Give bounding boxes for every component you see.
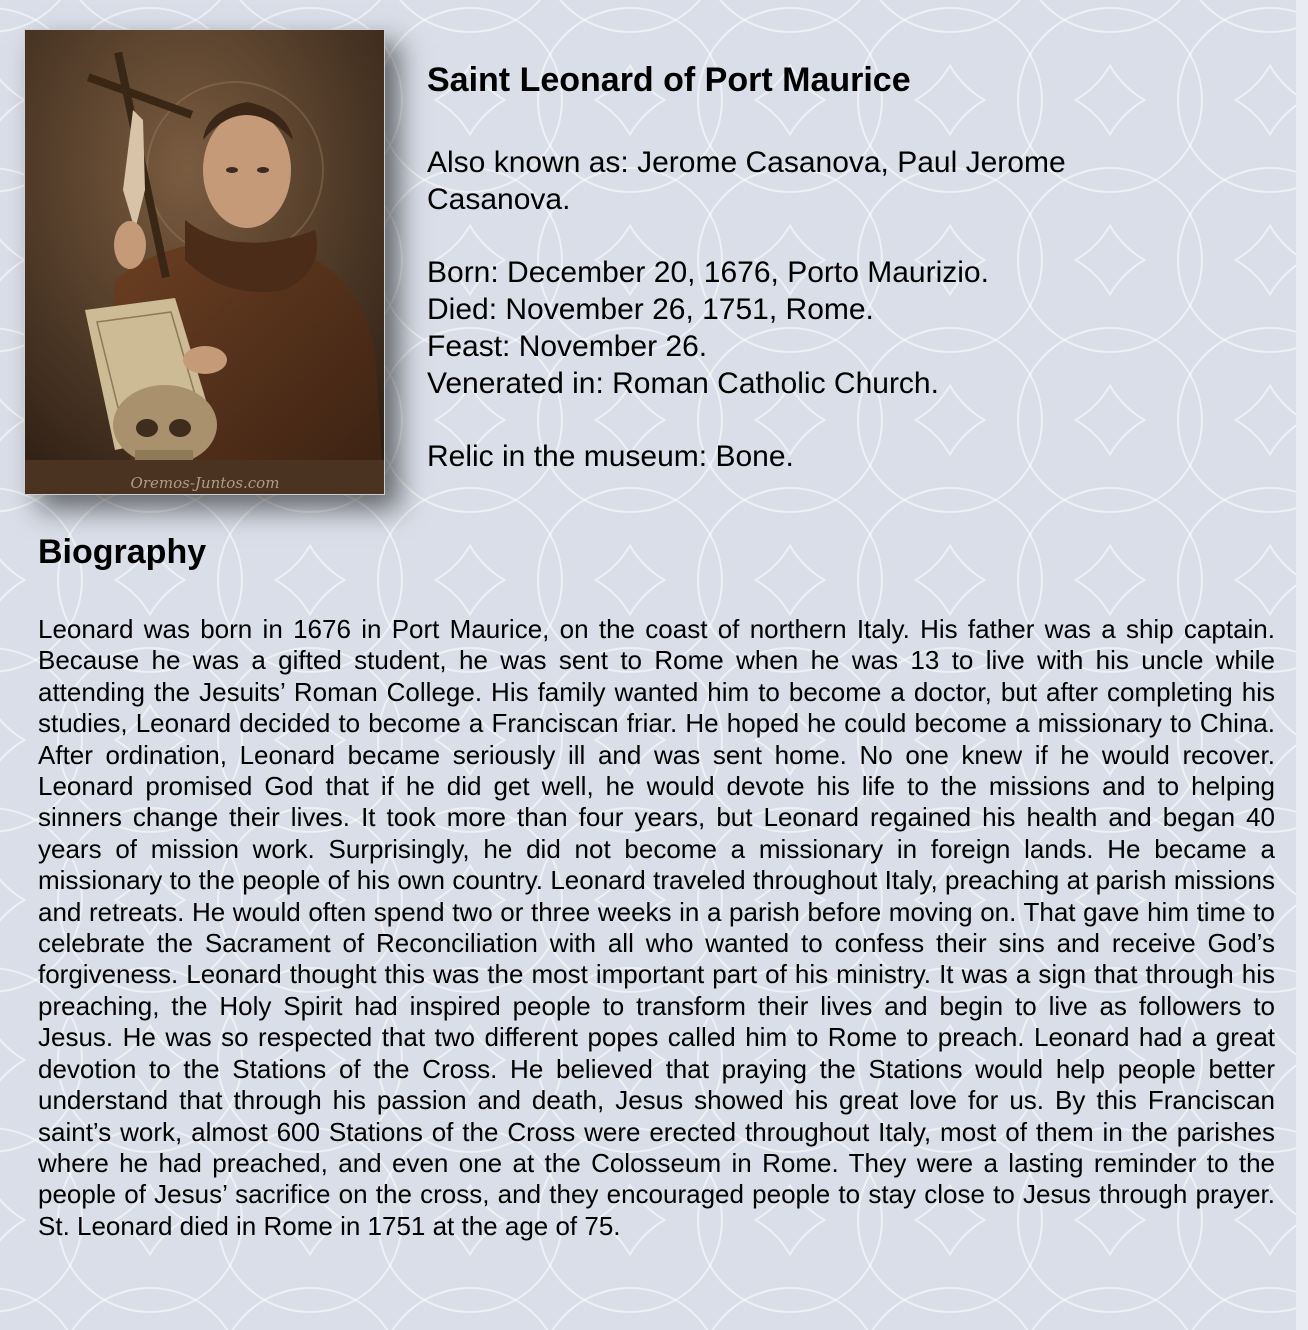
right-page-edge bbox=[1296, 0, 1308, 1330]
feast-day: Feast: November 26. bbox=[427, 330, 708, 363]
portrait-watermark: Oremos-Juntos.com bbox=[130, 474, 280, 492]
venerated-in: Venerated in: Roman Catholic Church. bbox=[427, 367, 939, 400]
biography-heading: Biography bbox=[38, 533, 207, 571]
relic-info: Relic in the museum: Bone. bbox=[427, 440, 794, 473]
died-date: Died: November 26, 1751, Rome. bbox=[427, 293, 874, 326]
biography-text: Leonard was born in 1676 in Port Maurice, on the coast of northern Italy. His father was a ship captain. Because he was a gifted student, he was sent to Rome when he was 13 to live with his uncle while attending the Jesuits’ Roman College. His family wanted him to become a doctor, but after completing his studies, Leonard decided to become a Franciscan friar. He hoped he could become a missionary to China. After ordination, Leonard became seriously ill and was sent home. No one knew if he would recover. Leonard promised God that if he did get well, he would devote his life to the missions and to helping sinners change their lives. It took more than four years, but Leonard regained his health and began 40 years of mission work. Surprisingly, he did not become a missionary in foreign lands. He became a missionary to the people of his own country. Leonard traveled throughout Italy, preaching at parish missions and retreats. He would often spend two or three weeks in a parish before moving on. That gave him time to celebrate the Sacrament of Reconciliation with all who wanted to confess their sins and receive God’s forgiveness. Leonard thought this was the most important part of his ministry. It was a sign that through his preaching, the Holy Spirit had inspired people to transform their lives and begin to live as followers to Jesus. He was so respected that two different popes called him to Rome to preach. Leonard had a great devotion to the Stations of the Cross. He believed that praying the Stations would help people better understand that through his passion and death, Jesus showed his great love for us. By this Franciscan saint’s work, almost 600 Stations of the Cross were erected throughout Italy, most of them in the parishes where he had preached, and even one at the Colosseum in Rome. They were a lasting reminder to the people of Jesus’ sacrifice on the cross, and they encouraged people to stay close to Jesus through prayer. St. Leonard died in Rome in 1751 at the age of 75. bbox=[38, 614, 1275, 1241]
saint-name-title: Saint Leonard of Port Maurice bbox=[427, 61, 911, 99]
born-date: Born: December 20, 1676, Porto Maurizio. bbox=[427, 256, 989, 289]
saint-portrait-image bbox=[24, 29, 385, 495]
also-known-as: Also known as: Jerome Casanova, Paul Jerome Casanova. bbox=[427, 146, 1066, 216]
saint-info bbox=[427, 60, 1187, 475]
